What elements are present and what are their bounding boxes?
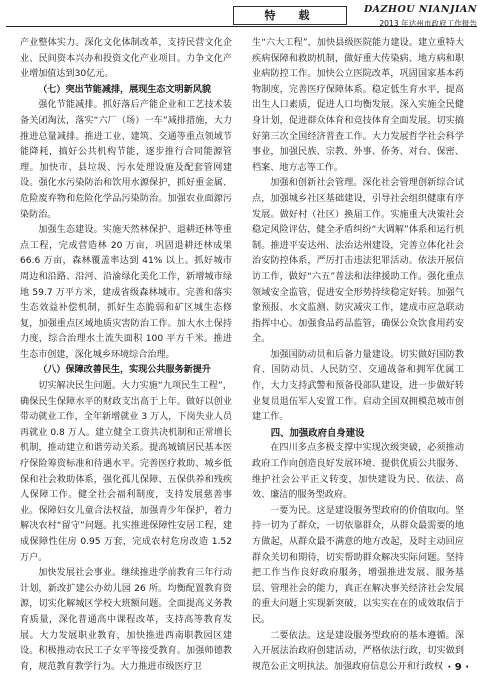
page-header [0, 0, 483, 40]
paragraph: 加强和创新社会管理。深化社会管理创新综合试点，加强城乡社区基础建设，引导社会组织健康有序发展。做好村（社区）换届工作。实施重大决策社会稳定风险评估，健全矛盾纠纷“大调解”体系和运行机制。推进平安达州、法治达州建设，完善立体化社会治安防控体系，严厉打击违法犯罪活动。依法开展信访工作，做好“六五”普法和法律援助工作。强化重点领域安全监管，促进安全形势持续稳定好转。加强气象预报、水文监测、防灾减灾工作，建成市应急联动指挥中心。加强食品药品监管，确保公众饮食用药安全。 [252, 178, 464, 345]
subsection-heading: （八）保障改善民生，实现公共服务新提升 [38, 365, 211, 376]
continued-paragraph: 生“六大工程”，加快县级医院能力建设。建立重特大疾病保障和救助机制，做好重大传染病、地方病和职业病防控工作。加快公立医院改革，巩固国家基本药物制度，完善医疗保障体系。稳定低生育水平，提高出生人口素质，促进人口均衡发展。深入实施全民健身计划，促进群众体育和竞技体育全面发展。切实搞好第三次全国经济普查工作。大力发展哲学社会科学事业，加强民族、宗教、外事、侨务、对台、保密、档案、地方志等工作。 [252, 38, 464, 173]
paragraph: 一要为民。这是建设服务型政府的价值取向。坚持一切为了群众，一切依靠群众，从群众最需要的地方做起，从群众最不满意的地方改起，及时主动回应群众关切和期待，切实帮助群众解决实际问题。坚持把工作当作良好政府服务，增强推进发展、服务基层、管理社会的能力，真正在解决事关经济社会发展的重大问题上实现新突破，以实实在在的成效取信于民。 [252, 505, 464, 625]
paragraph: 强化节能减排。抓好落后产能企业和工艺技术装备关闭淘汰，落实“六厂（场）一车”减排措施，大力推进总量减排。推进工业、建筑、交通等重点领域节能降耗，搞好公共机构节能，逐步推行合同能源管理。加快市、县垃圾、污水处理设施及配套管网建设。强化水污染防治和饮用水源保护，抓好重金属、危险废弃物和危险化学品污染防治。加强农业面源污染防治。 [20, 100, 232, 220]
paragraph: 在四川多点多极支撑中实现次级突破，必须推动政府工作向创造良好发展环境、提供优质公共服务、维护社会公平正义转变，加快建设为民、依法、高效、廉洁的服务型政府。 [252, 443, 464, 501]
paragraph: 二要依法。这是建设服务型政府的基本遵循。深入开展法治政府创建活动，严格依法行政，切实做到规范公正文明执法。加强政府信息公开和行政权 [252, 630, 464, 672]
paragraph: 加强国防动员和后备力量建设。切实做好国防教育、国防动员、人民防空、交通战备和拥军优属工作，大力支持武警和预备役部队建设，进一步做好转业复员退伍军人安置工作。启动全国双拥模范城市创建工作。 [252, 349, 464, 423]
section-heading: 四、加强政府自身建设 [270, 427, 365, 439]
paragraph: 切实解决民生问题。大力实施“九项民生工程”，确保民生保障水平的财政支出高于上年。做好以创业带动就业工作，全年新增就业 3 万人，下岗失业人员再就业 0.8 万人。建立健全工资共决机制和正常增长机制，推动建立和谐劳动关系。提高城镇居民基本医疗保险筹资标准和待遇水平。完善医疗救助、城乡低保和社会救助体系，强化孤儿保障、五保供养和残疾人保障工作。健全社会福利制度，支持发展慈善事业。保障妇女儿童合法权益，加强青少年保护，着力解决农村“留守”问题。扎实推进保障性安居工程，建成保障性住房 0.95 万套，完成农村危房改造 1.52 万户。 [20, 381, 232, 563]
subsection-heading: （七）突出节能减排，展现生态文明新风貌 [38, 84, 211, 95]
journal-subtitle: 2013 年达州市政府工作报告 [379, 19, 477, 28]
journal-name: DAZHOU NIANJIAN [363, 4, 477, 15]
left-column [20, 36, 232, 675]
paragraph: 加强生态建设。实施天然林保护、退耕还林等重点工程，完成营造林 20 万亩，巩固退耕还林成果 66.6 万亩，森林覆盖率达到 41% 以上。抓好城市周边和沿路、沿河、沿渝绿化美化工作，新增城市绿地 59.7 万平方米，建成省级森林城市。完善和落实生态效益补偿机制，抓好生态脆弱和矿区城生态修复，加强重点区域地质灾害防治工作。加大水土保持力度，综合治理水土流失面积 100 平方千米。推进生态市创建，深化城乡环境综合治理。 [20, 225, 232, 360]
page-number: · 9 · [447, 662, 469, 673]
right-column [252, 36, 464, 675]
section-label: 特 载 [233, 6, 347, 25]
paragraph: 加快发展社会事业。继续推进学前教育三年行动计划，新改扩建公办幼儿园 26 所。均衡配置教育资源，切实化解城区学校大班额问题。全面提高义务教育质量，深化普通高中课程改革，支持高等教育发展。大力发展职业教育，加快推进西南职教园区建设。积极推动农民工子女平等接受教育。加强师德教育，规范教育教学行为。大力推进市级医疗卫 [20, 568, 232, 672]
continued-paragraph: 产业整体实力。深化文化体制改革，支持民营文化企业、民间资本兴办和投资文化产业项目。力争文化产业增加值达到30亿元。 [20, 38, 232, 80]
header-rule [6, 26, 477, 27]
